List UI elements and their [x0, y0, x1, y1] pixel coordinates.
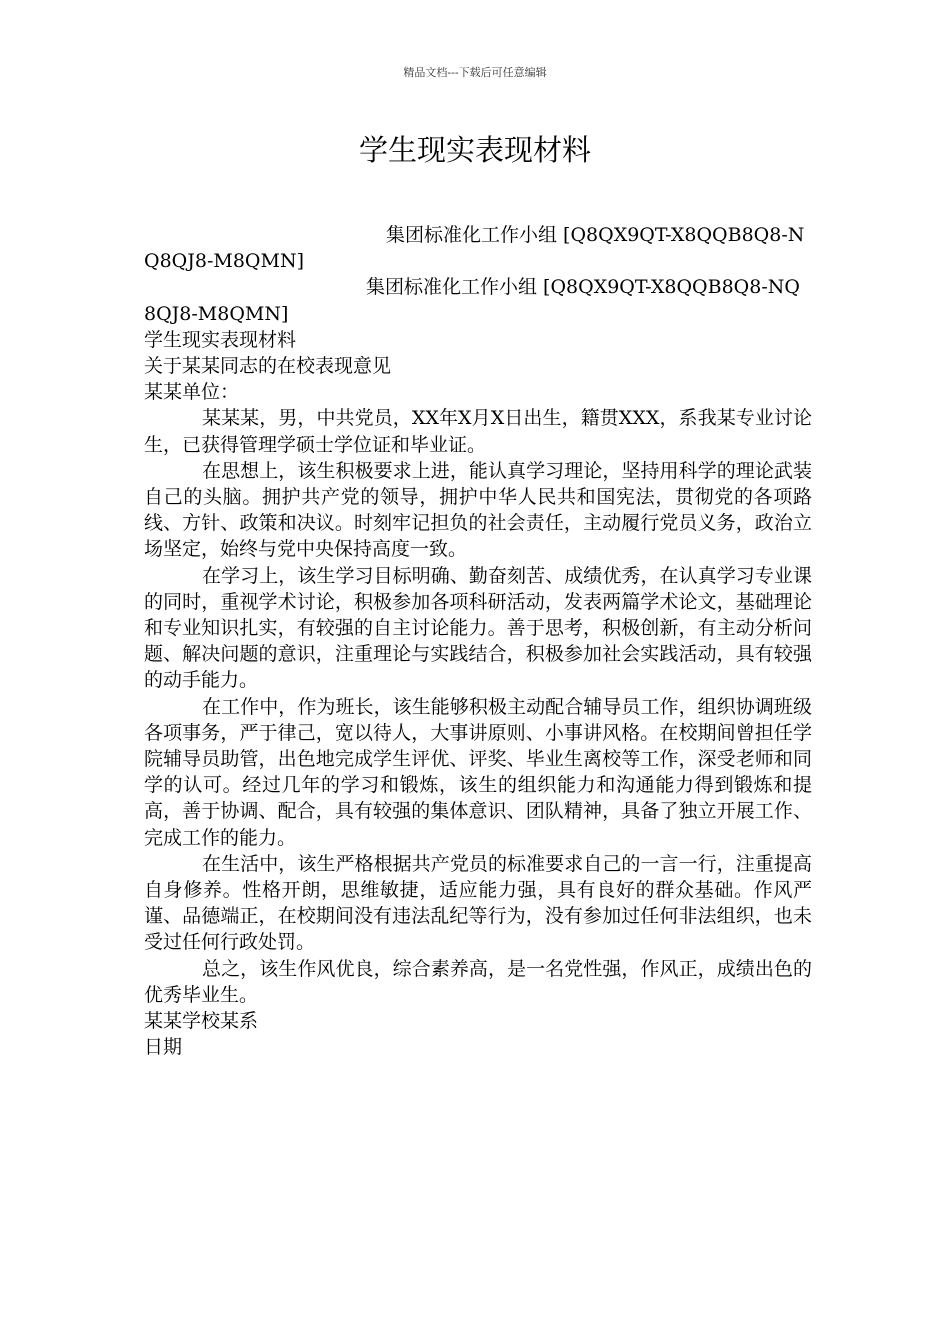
- paragraph-summary: 总之，该生作风优良，综合素养高，是一名党性强，作风正，成绩出色的优秀毕业生。: [144, 957, 812, 1006]
- meta-line-text: 集团标准化工作小组 [Q8QX9QT-X8QQB8Q8-NQ8QJ8-M8QMN]: [144, 276, 800, 325]
- paragraph-life: 在生活中，该生严格根据共产党员的标准要求自己的一言一行，注重提高自身修养。性格开朗，思维敏捷，适应能力强，具有良好的群众基础。作风严谨、品德端正，在校期间没有违法乱纪等行为，没有参加过任何非法组织，也未受过任何行政处罚。: [144, 852, 812, 954]
- meta-line: [144, 274, 812, 326]
- date-line: 日期: [144, 1036, 183, 1059]
- document-body: [144, 222, 812, 1061]
- paragraph-work: 在工作中，作为班长，该生能够积极主动配合辅导员工作，组织协调班级各项事务，严于律己，宽以待人，大事讲原则、小事讲风格。在校期间曾担任学院辅导员助管，出色地完成学生评优、评奖、毕业生离校等工作，深受老师和同学的认可。经过几年的学习和锻炼，该生的组织能力和沟通能力得到锻炼和提高，善于协调、配合，具有较强的集体意识、团队精神，具备了独立开展工作、完成工作的能力。: [144, 695, 812, 849]
- salutation: 某某单位：: [144, 381, 240, 404]
- paragraph-study: 在学习上，该生学习目标明确、勤奋刻苦、成绩优秀，在认真学习专业课的同时，重视学术讨论，积极参加各项科研活动，发表两篇学术论文，基础理论和专业知识扎实，有较强的自主讨论能力。善于思考，积极创新，有主动分析问题、解决问题的意识，注重理论与实践结合，积极参加社会实践活动，具有较强的动手能力。: [144, 564, 812, 692]
- signature: 某某学校某系: [144, 1010, 259, 1033]
- paragraph-ideology: 在思想上，该生积极要求上进，能认真学习理论，坚持用科学的理论武装自己的头脑。拥护共产党的领导，拥护中华人民共和国宪法，贯彻党的各项路线、方针、政策和决议。时刻牢记担负的社会责任，主动履行党员义务，政治立场坚定，始终与党中央保持高度一致。: [144, 459, 812, 561]
- section-heading: 关于某某同志的在校表现意见: [144, 355, 392, 378]
- meta-line-text: 集团标准化工作小组 [Q8QX9QT-X8QQB8Q8-NQ8QJ8-M8QMN]: [144, 224, 805, 273]
- header-note: 精品文档---下载后可任意编辑: [403, 66, 547, 79]
- subtitle: 学生现实表现材料: [144, 328, 297, 351]
- meta-line: [144, 222, 812, 274]
- paragraph-intro: 某某某，男，中共党员，XX年X月X日出生，籍贯XXX，系我某专业讨论生，已获得管理学硕士学位证和毕业证。: [144, 407, 812, 456]
- document-title: 学生现实表现材料: [358, 133, 591, 167]
